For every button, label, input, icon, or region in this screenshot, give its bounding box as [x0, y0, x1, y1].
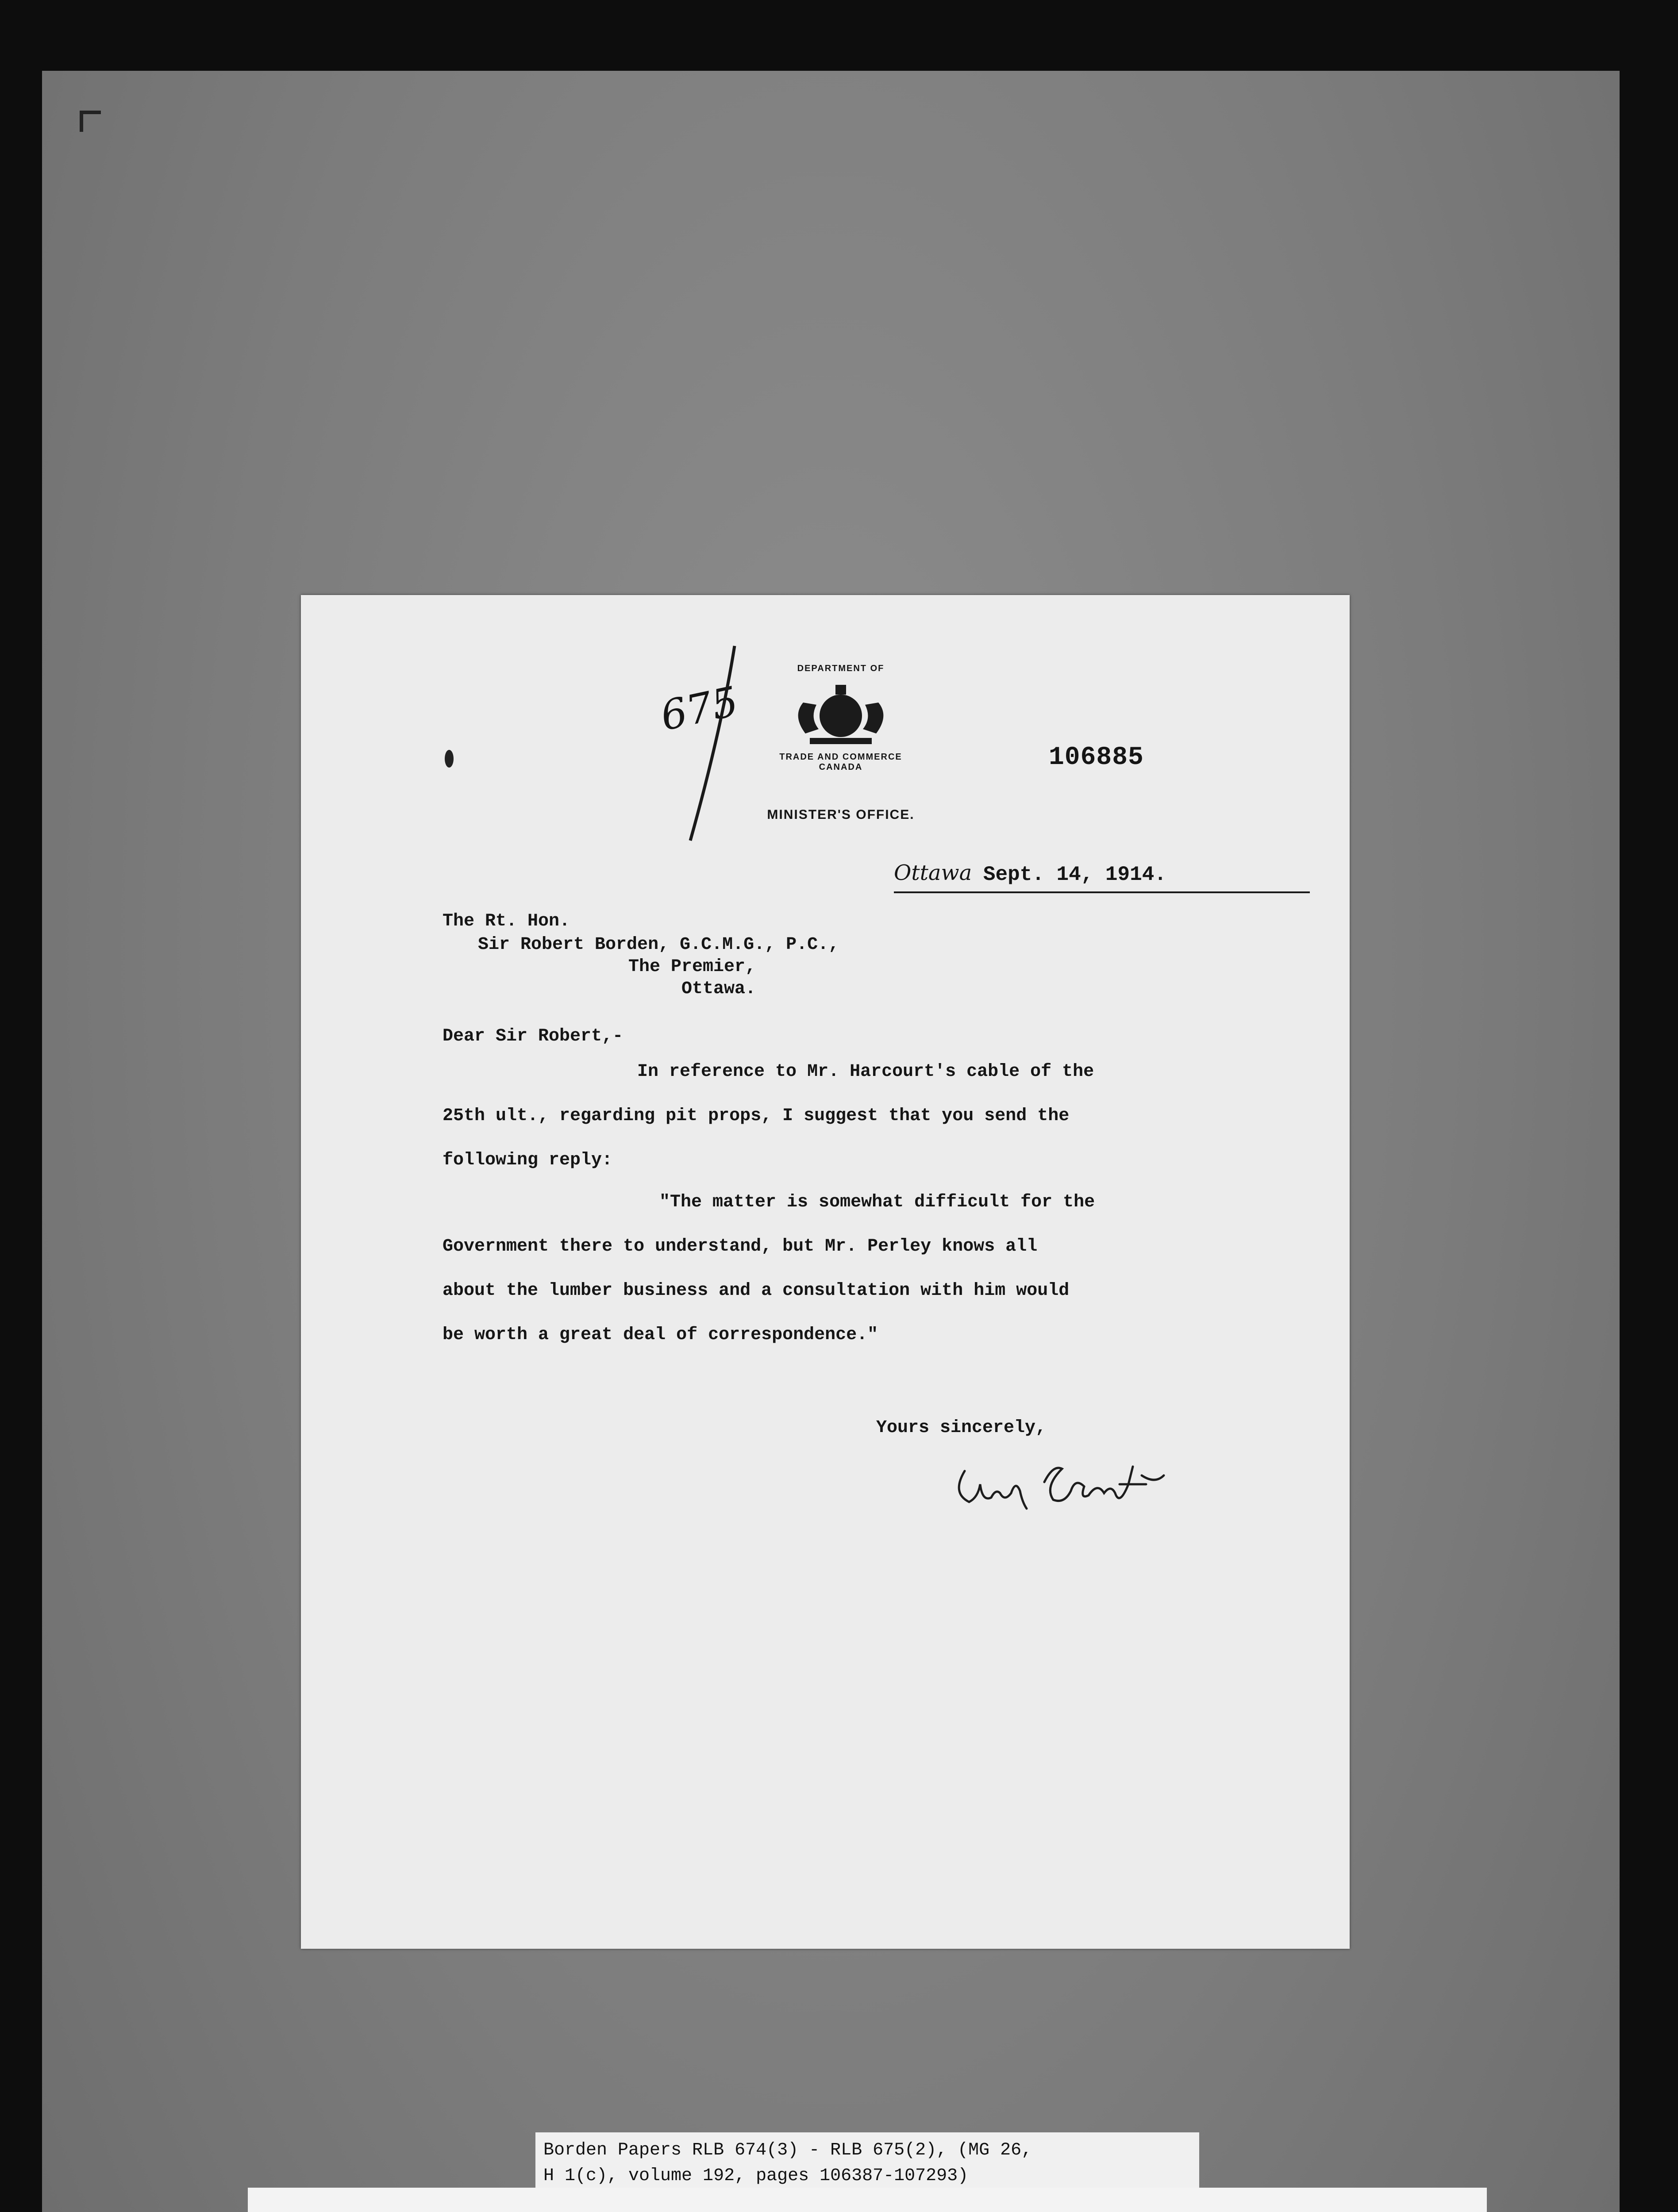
address-line: The Rt. Hon.	[443, 911, 570, 931]
signature	[951, 1453, 1199, 1515]
body-line: In reference to Mr. Harcourt's cable of the	[637, 1062, 1094, 1082]
archive-card	[248, 2188, 1487, 2212]
department-subtitle	[761, 752, 920, 772]
address-line: The Premier,	[628, 957, 756, 977]
department-bottom: TRADE AND COMMERCE	[779, 752, 902, 762]
handwritten-slash	[681, 641, 743, 845]
body-line: 25th ult., regarding pit props, I suggest that you send the	[443, 1106, 1070, 1126]
reference-number: 106885	[1049, 743, 1144, 772]
department-name: DEPARTMENT OF	[797, 664, 885, 673]
minister-office: MINISTER'S OFFICE.	[767, 807, 915, 822]
date-typed: Sept. 14, 1914.	[983, 863, 1166, 886]
salutation: Dear Sir Robert,-	[443, 1026, 623, 1046]
department-country: CANADA	[819, 762, 863, 772]
quote-line: Government there to understand, but Mr. Perley knows all	[443, 1237, 1038, 1256]
stain-mark	[445, 750, 454, 768]
handwritten-number: 675	[656, 677, 743, 740]
address-line: Ottawa.	[681, 979, 756, 999]
corner-mark	[80, 111, 101, 132]
quote-line: be worth a great deal of correspondence."	[443, 1325, 878, 1345]
date-place: Ottawa	[894, 860, 972, 885]
crest-icon	[761, 676, 920, 751]
label-line: H 1(c), volume 192, pages 106387-107293)	[543, 2166, 969, 2186]
body-line: following reply:	[443, 1150, 613, 1170]
closing: Yours sincerely,	[876, 1418, 1047, 1438]
date-line	[894, 860, 1310, 893]
address-line: Sir Robert Borden, G.C.M.G., P.C.,	[478, 935, 839, 955]
letterhead	[761, 664, 920, 770]
quote-line: "The matter is somewhat difficult for the	[659, 1192, 1095, 1212]
label-line: Borden Papers RLB 674(3) - RLB 675(2), (MG 26,	[543, 2140, 1032, 2160]
quote-line: about the lumber business and a consultation with him would	[443, 1281, 1070, 1301]
letter-page	[301, 595, 1350, 1949]
